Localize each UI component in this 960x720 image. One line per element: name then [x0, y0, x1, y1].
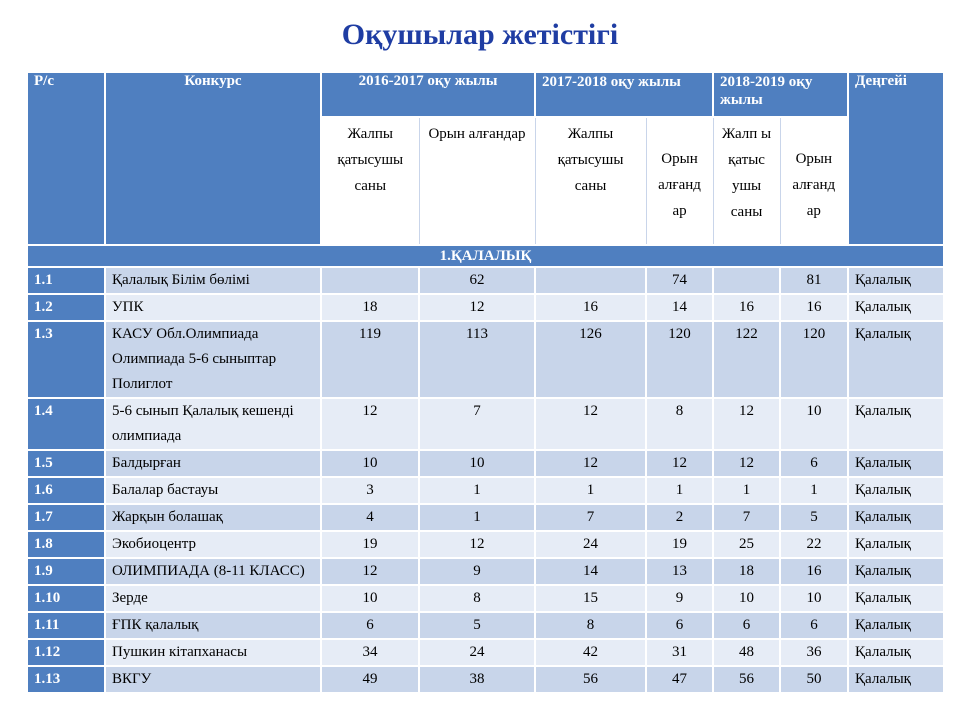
header-year-2017: 2017-2018 оқу жылы	[535, 72, 713, 117]
row-number: 1.3	[27, 321, 105, 398]
row-value: 120	[780, 321, 848, 398]
table-row	[27, 585, 944, 612]
row-value	[321, 267, 419, 294]
table-row	[27, 558, 944, 585]
row-value: 10	[780, 398, 848, 450]
table-row	[27, 612, 944, 639]
row-value: 22	[780, 531, 848, 558]
row-value: 18	[713, 558, 780, 585]
row-value: 81	[780, 267, 848, 294]
row-contest: Қалалық Білім бөлімі	[105, 267, 321, 294]
row-value: 2	[646, 504, 713, 531]
header-y3-winners: Орын алғанд ар	[780, 117, 848, 245]
row-value: 10	[780, 585, 848, 612]
row-value: 10	[713, 585, 780, 612]
row-level: Қалалық	[848, 450, 944, 477]
row-value: 12	[646, 450, 713, 477]
row-value: 18	[321, 294, 419, 321]
row-value: 19	[321, 531, 419, 558]
row-contest: КАСУ Обл.Олимпиада Олимпиада 5-6 сыныптар Полиглот	[105, 321, 321, 398]
table-row	[27, 450, 944, 477]
row-level: Қалалық	[848, 666, 944, 693]
row-value: 10	[419, 450, 535, 477]
row-value: 7	[713, 504, 780, 531]
row-value: 113	[419, 321, 535, 398]
row-value: 19	[646, 531, 713, 558]
row-value: 12	[419, 294, 535, 321]
row-value: 1	[419, 504, 535, 531]
row-contest: Экобиоцентр	[105, 531, 321, 558]
row-value: 24	[419, 639, 535, 666]
row-value: 119	[321, 321, 419, 398]
row-value: 49	[321, 666, 419, 693]
row-value: 38	[419, 666, 535, 693]
header-year-2018: 2018-2019 оқу жылы	[713, 72, 848, 117]
row-contest: Балдырған	[105, 450, 321, 477]
row-value: 62	[419, 267, 535, 294]
row-value: 25	[713, 531, 780, 558]
row-value: 24	[535, 531, 646, 558]
row-number: 1.11	[27, 612, 105, 639]
row-value: 122	[713, 321, 780, 398]
row-value: 9	[646, 585, 713, 612]
row-level: Қалалық	[848, 477, 944, 504]
row-value: 16	[713, 294, 780, 321]
row-number: 1.1	[27, 267, 105, 294]
row-value: 31	[646, 639, 713, 666]
row-value: 56	[713, 666, 780, 693]
row-contest: ҒПК қалалық	[105, 612, 321, 639]
row-value: 5	[419, 612, 535, 639]
row-value: 9	[419, 558, 535, 585]
row-value: 74	[646, 267, 713, 294]
row-value: 120	[646, 321, 713, 398]
row-value: 3	[321, 477, 419, 504]
row-level: Қалалық	[848, 531, 944, 558]
table-row	[27, 398, 944, 450]
row-contest: Пушкин кітапханасы	[105, 639, 321, 666]
row-value: 14	[535, 558, 646, 585]
row-number: 1.6	[27, 477, 105, 504]
header-rc: Р/с	[27, 72, 105, 245]
row-value: 48	[713, 639, 780, 666]
row-level: Қалалық	[848, 558, 944, 585]
row-value: 34	[321, 639, 419, 666]
row-value: 6	[321, 612, 419, 639]
row-value: 15	[535, 585, 646, 612]
row-value	[713, 267, 780, 294]
achievements-table	[26, 71, 945, 694]
row-value: 6	[713, 612, 780, 639]
row-value: 1	[535, 477, 646, 504]
row-number: 1.12	[27, 639, 105, 666]
header-contest: Конкурс	[105, 72, 321, 245]
row-value: 126	[535, 321, 646, 398]
section-title: 1.ҚАЛАЛЫҚ	[27, 245, 944, 267]
row-level: Қалалық	[848, 398, 944, 450]
header-year-2016: 2016-2017 оқу жылы	[321, 72, 535, 117]
table-row	[27, 504, 944, 531]
row-value: 7	[419, 398, 535, 450]
row-value: 1	[780, 477, 848, 504]
row-value	[535, 267, 646, 294]
row-number: 1.7	[27, 504, 105, 531]
row-value: 1	[419, 477, 535, 504]
row-contest: Балалар бастауы	[105, 477, 321, 504]
row-level: Қалалық	[848, 294, 944, 321]
header-y2-participants: Жалпы қатысушы саны	[535, 117, 646, 245]
row-value: 12	[535, 398, 646, 450]
row-number: 1.13	[27, 666, 105, 693]
row-number: 1.10	[27, 585, 105, 612]
header-y2-winners: Орын алғанд ар	[646, 117, 713, 245]
row-value: 7	[535, 504, 646, 531]
row-value: 16	[780, 558, 848, 585]
row-value: 8	[535, 612, 646, 639]
row-level: Қалалық	[848, 321, 944, 398]
row-contest: Жарқын болашақ	[105, 504, 321, 531]
row-level: Қалалық	[848, 267, 944, 294]
row-contest: 5-6 сынып Қалалық кешенді олимпиада	[105, 398, 321, 450]
row-value: 16	[780, 294, 848, 321]
row-number: 1.2	[27, 294, 105, 321]
row-value: 5	[780, 504, 848, 531]
row-contest: ОЛИМПИАДА (8-11 КЛАСС)	[105, 558, 321, 585]
row-value: 16	[535, 294, 646, 321]
row-value: 1	[713, 477, 780, 504]
row-contest: ВКГУ	[105, 666, 321, 693]
row-number: 1.4	[27, 398, 105, 450]
row-value: 50	[780, 666, 848, 693]
row-contest: УПК	[105, 294, 321, 321]
row-contest: Зерде	[105, 585, 321, 612]
table-row	[27, 321, 944, 398]
row-value: 12	[321, 398, 419, 450]
row-number: 1.8	[27, 531, 105, 558]
row-value: 12	[713, 450, 780, 477]
row-value: 14	[646, 294, 713, 321]
row-value: 4	[321, 504, 419, 531]
row-value: 12	[419, 531, 535, 558]
table-row	[27, 267, 944, 294]
row-number: 1.9	[27, 558, 105, 585]
row-level: Қалалық	[848, 612, 944, 639]
row-value: 47	[646, 666, 713, 693]
row-value: 36	[780, 639, 848, 666]
row-value: 10	[321, 585, 419, 612]
row-value: 12	[535, 450, 646, 477]
row-value: 8	[419, 585, 535, 612]
row-value: 42	[535, 639, 646, 666]
row-value: 1	[646, 477, 713, 504]
table-row	[27, 666, 944, 693]
header-y3-participants: Жалп ы қатыс ушы саны	[713, 117, 780, 245]
table-row	[27, 531, 944, 558]
header-level: Деңгейі	[848, 72, 944, 245]
row-level: Қалалық	[848, 639, 944, 666]
row-level: Қалалық	[848, 504, 944, 531]
row-value: 56	[535, 666, 646, 693]
row-value: 6	[780, 450, 848, 477]
row-value: 12	[713, 398, 780, 450]
row-number: 1.5	[27, 450, 105, 477]
header-y1-winners: Орын алғандар	[419, 117, 535, 245]
row-level: Қалалық	[848, 585, 944, 612]
section-row	[27, 245, 944, 267]
row-value: 10	[321, 450, 419, 477]
header-y1-participants: Жалпы қатысушы саны	[321, 117, 419, 245]
row-value: 6	[780, 612, 848, 639]
row-value: 8	[646, 398, 713, 450]
page-title: Оқушылар жетістігі	[341, 18, 619, 51]
row-value: 13	[646, 558, 713, 585]
row-value: 6	[646, 612, 713, 639]
table-row	[27, 639, 944, 666]
row-value: 12	[321, 558, 419, 585]
table-row	[27, 294, 944, 321]
table-row	[27, 477, 944, 504]
